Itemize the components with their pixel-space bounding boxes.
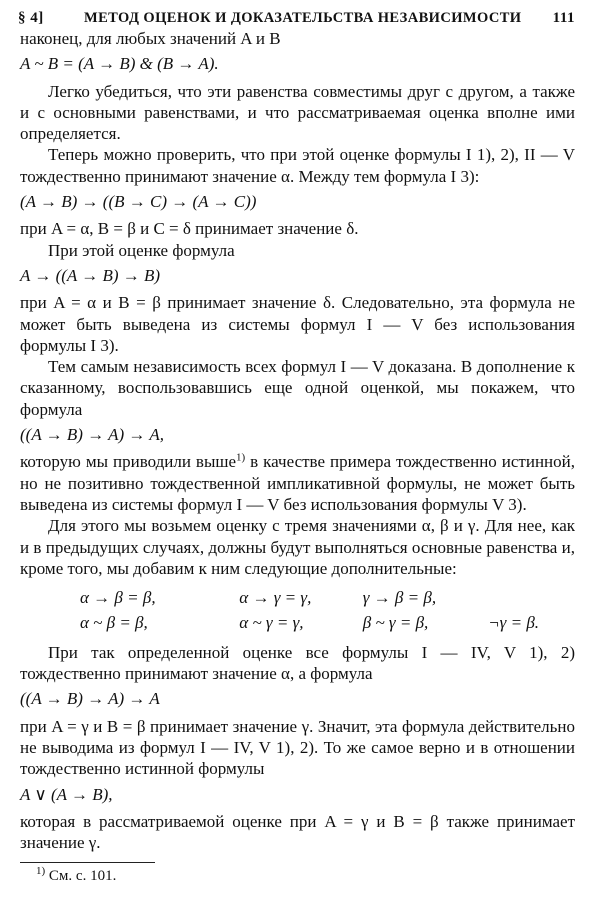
equalities-table bbox=[20, 585, 575, 636]
table-row bbox=[20, 585, 575, 610]
paragraph: при A = α и B = β принимает значение δ. Следовательно, эта формула не может быть выведена из системы формул I — V без использования формулы I 3). bbox=[20, 293, 575, 355]
running-title: МЕТОД ОЦЕНОК И ДОКАЗАТЕЛЬСТВА НЕЗАВИСИМОСТИ bbox=[84, 10, 522, 26]
table-cell: α ~ β = β, bbox=[80, 613, 148, 633]
paragraph bbox=[20, 451, 575, 515]
table-cell: γ → β = β, bbox=[362, 588, 437, 608]
table-cell: ¬γ = β. bbox=[488, 613, 540, 633]
table-cell bbox=[484, 585, 575, 610]
paragraph: При этой оценке формула bbox=[48, 240, 235, 260]
footnote-ref[interactable]: 1) bbox=[236, 451, 246, 464]
book-page bbox=[20, 4, 575, 888]
paragraph: которая в рассматриваемой оценке при A = γ и B = β также принимает значение γ. bbox=[20, 811, 575, 853]
paragraph: Теперь можно проверить, что при этой оценке формулы I 1), 2), II — V тождественно принимают значение α. Между тем формула I 3): bbox=[20, 145, 575, 186]
section-marker: § 4] bbox=[18, 10, 44, 26]
paragraph: наконец, для любых значений A и B bbox=[20, 29, 281, 48]
table-cell: α ~ γ = γ, bbox=[239, 613, 304, 633]
paragraph-text: в качестве примера тождественно истинной, но не позитивно тождественной импликативной формулы, не может быть выведена из системы формул I — V без использования формулы V 3). bbox=[20, 452, 576, 514]
paragraph-text: которую мы приводили выше bbox=[20, 452, 237, 472]
formula: A ∨ (A → B), bbox=[20, 784, 113, 804]
table-cell: α → β = β, bbox=[80, 588, 156, 608]
paragraph: при A = α, B = β и C = δ принимает значение δ. bbox=[20, 219, 359, 239]
footnote bbox=[20, 866, 575, 887]
footnote-text: См. с. 101. bbox=[45, 868, 117, 885]
paragraph: при A = γ и B = β принимает значение γ. Значит, эта формула действительно не выводима из формул I — IV, V 1), 2). То же самое верно и в отношении тождественно истинной формулы bbox=[20, 716, 575, 779]
formula: ((A → B) → A) → A bbox=[20, 689, 160, 709]
footnote-mark: 1) bbox=[36, 865, 46, 878]
formula: A → ((A → B) → B) bbox=[20, 265, 161, 285]
paragraph: Для этого мы возьмем оценку с тремя значениями α, β и γ. Для нее, как и в предыдущих случаях, должны будут выполняться основные равенства и, кроме того, мы добавим к ним следующие дополнительные: bbox=[20, 516, 575, 578]
paragraph: Легко убедиться, что эти равенства совместимы друг с другом, а также и с основными равенствами, и что рассматриваемая оценка вполне ими определяется. bbox=[20, 81, 575, 144]
footnote-divider bbox=[20, 862, 155, 863]
table-cell: α → γ = γ, bbox=[239, 588, 312, 608]
running-header bbox=[20, 4, 575, 28]
formula: A ~ B = (A → B) & (B → A). bbox=[20, 54, 219, 74]
paragraph: При так определенной оценке все формулы I — IV, V 1), 2) тождественно принимают значение α, а формула bbox=[20, 642, 575, 684]
formula: (A → B) → ((B → C) → (A → C)) bbox=[20, 192, 257, 212]
page-number: 111 bbox=[552, 10, 575, 26]
table-row bbox=[20, 610, 575, 635]
table-cell: β ~ γ = β, bbox=[362, 613, 429, 633]
paragraph: Тем самым независимость всех формул I — V доказана. В дополнение к сказанному, воспользовавшись еще одной оценкой, мы покажем, что формула bbox=[20, 357, 575, 419]
formula: ((A → B) → A) → A, bbox=[20, 425, 165, 445]
